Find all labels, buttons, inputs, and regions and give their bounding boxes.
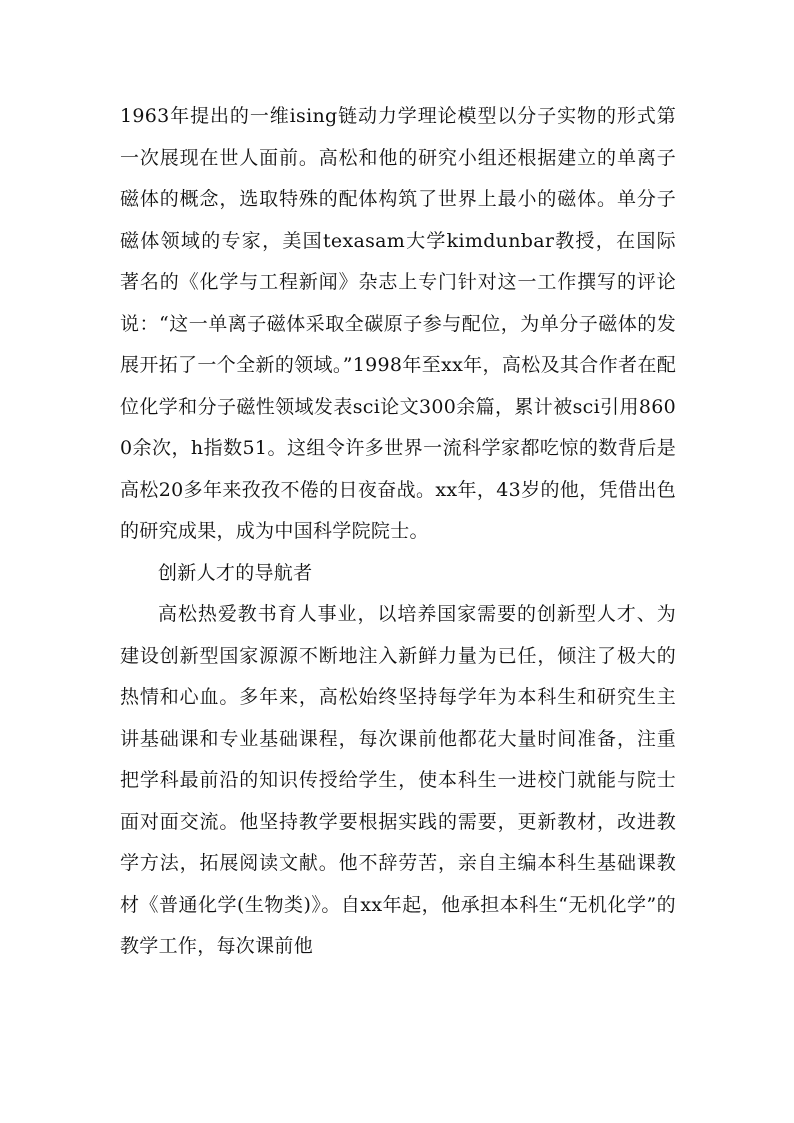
- body-paragraph: 高松热爱教书育人事业，以培养国家需要的创新型人才、为建设创新型国家源源不断地注入新鲜力量为已任，倾注了极大的热情和心血。多年来，高松始终坚持每学年为本科生和研究生主讲基础课和专业基础课程，每次课前他都花大量时间准备，注重把学科最前沿的知识传授给学生，使本科生一进校门就能与院士面对面交流。他坚持教学要根据实践的需要，更新教材，改进教学方法，拓展阅读文献。他不辞劳苦，亲自主编本科生基础课教材《普通化学(生物类)》。自xx年起，他承担本科生“无机化学”的教学工作，每次课前他: [120, 603, 676, 957]
- section-heading: 创新人才的导航者: [158, 561, 313, 584]
- body-paragraph: 1963年提出的一维ising链动力学理论模型以分子实物的形式第一次展现在世人面前。高松和他的研究小组还根据建立的单离子磁体的概念，选取特殊的配体构筑了世界上最小的磁体。单分子磁体领域的专家，美国texasam大学kimdunbar教授，在国际著名的《化学与工程新闻》杂志上专门针对这一工作撰写的评论说：“这一单离子磁体采取全碳原子参与配位，为单分子磁体的发展开拓了一个全新的领域。”1998年至xx年，高松及其合作者在配位化学和分子磁性领域发表sci论文300余篇，累计被sci引用8600余次，h指数51。这组令许多世界一流科学家都吃惊的数背后是高松20多年来孜孜不倦的日夜奋战。xx年，43岁的他，凭借出色的研究成果，成为中国科学院院士。: [120, 105, 676, 542]
- document-body: [120, 96, 676, 968]
